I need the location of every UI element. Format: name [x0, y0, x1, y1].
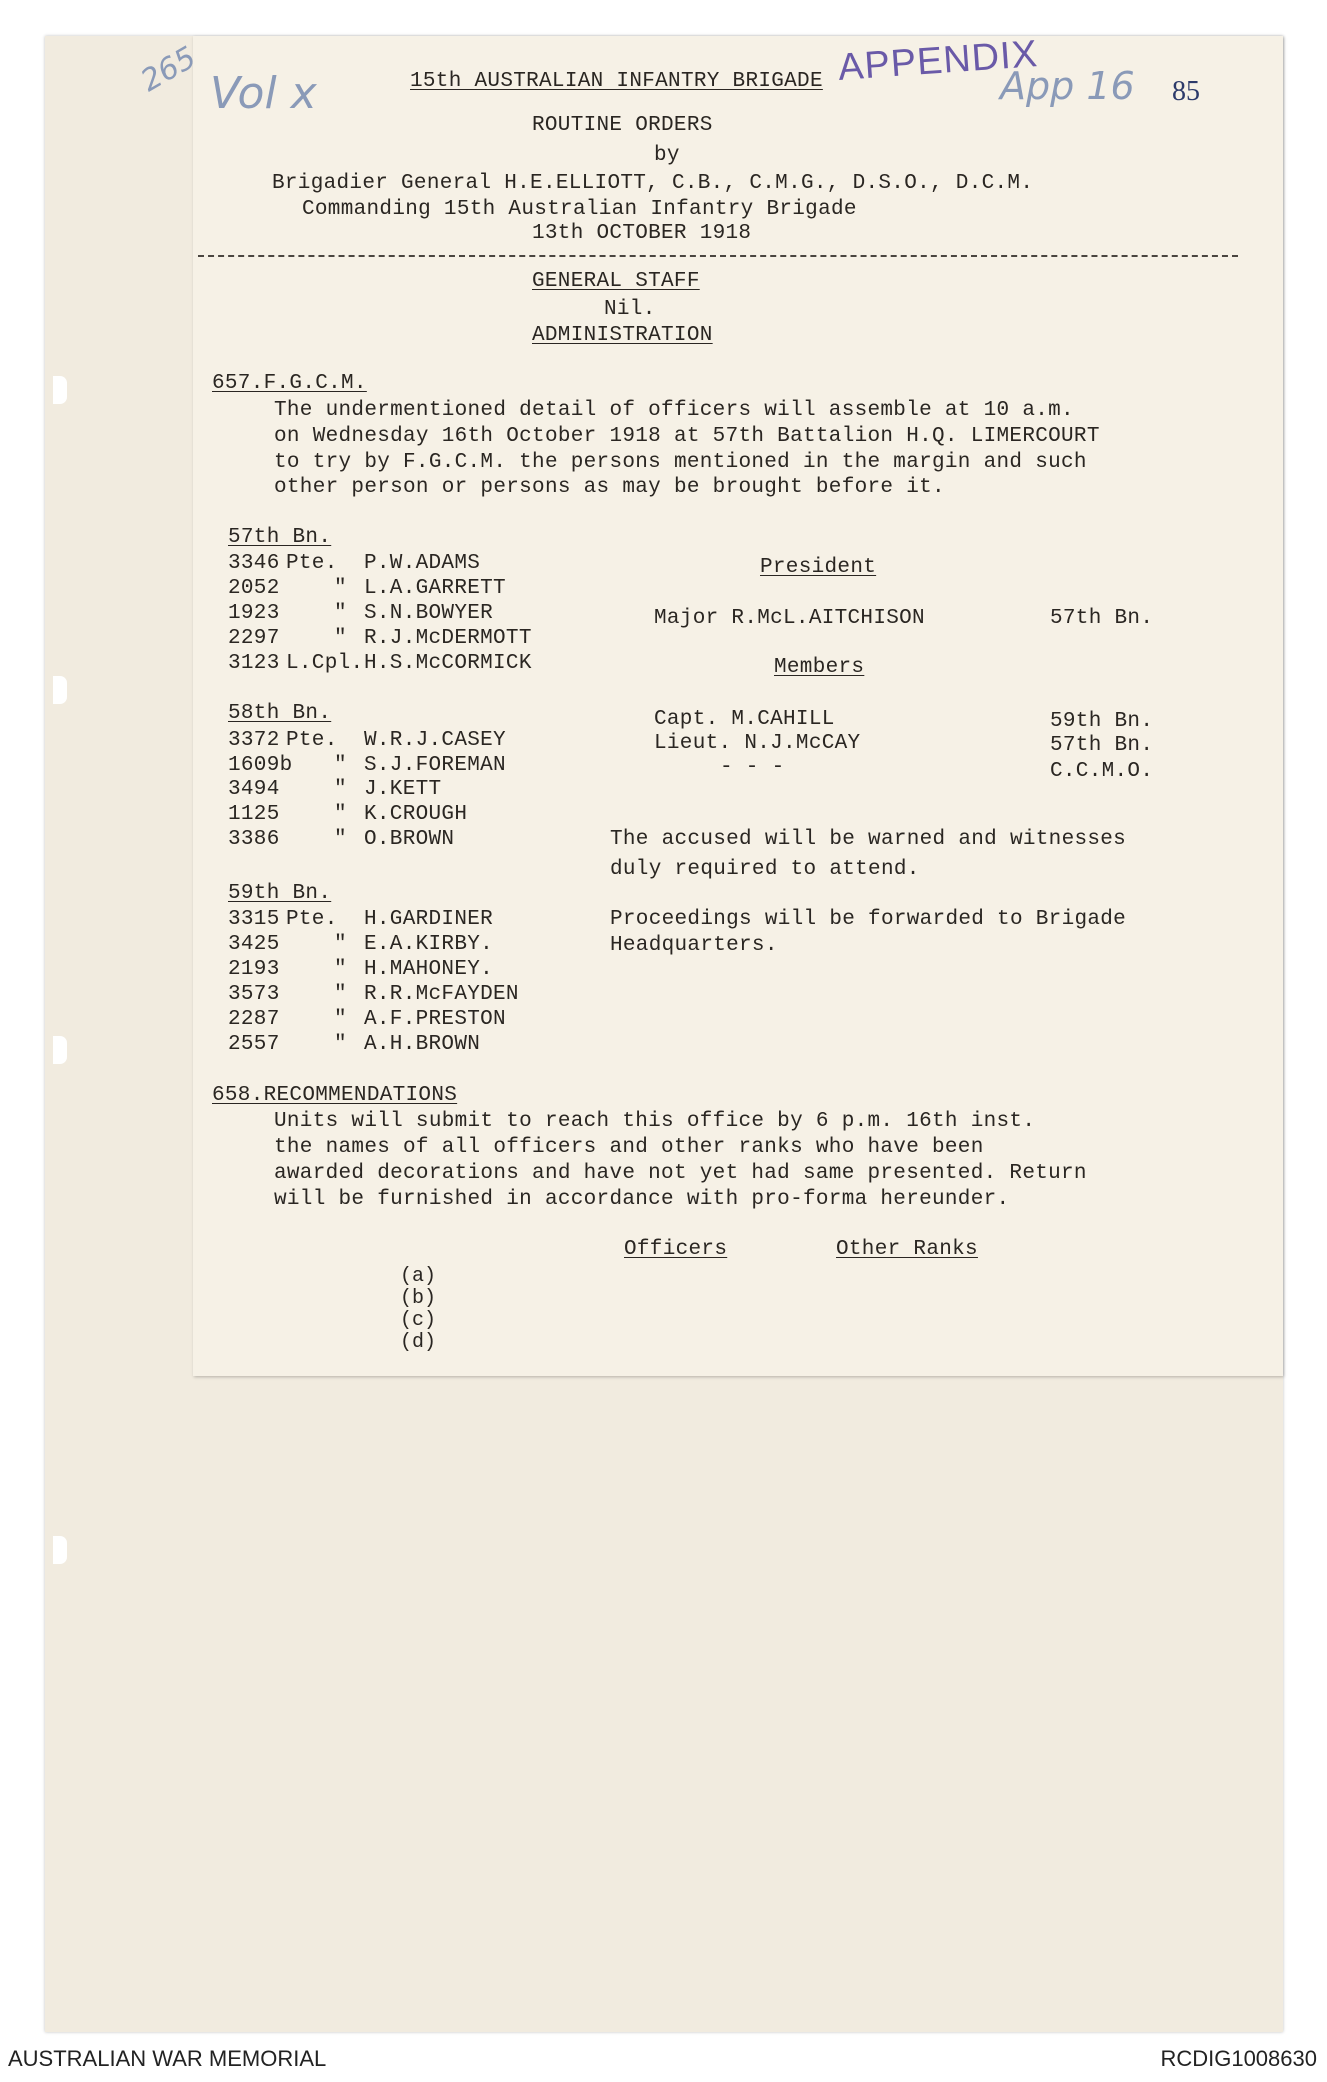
item-658-heading: 658.RECOMMENDATIONS	[212, 1084, 458, 1107]
soldier-name: R.J.McDERMOTT	[364, 627, 532, 650]
general-staff-heading: GENERAL STAFF	[532, 270, 700, 293]
soldier-name: S.J.FOREMAN	[364, 754, 506, 777]
soldier-name: P.W.ADAMS	[364, 552, 481, 575]
soldier-rank: "	[334, 602, 347, 625]
soldier-number: 3346	[228, 552, 280, 575]
president-name: Major R.McL.AITCHISON	[654, 607, 925, 630]
body-line: the names of all officers and other ranks who have been	[274, 1136, 984, 1159]
proforma-row: (b)	[400, 1287, 437, 1310]
punch-hole	[53, 676, 67, 704]
soldier-name: K.CROUGH	[364, 803, 468, 826]
battalion-heading: 59th Bn.	[228, 882, 332, 905]
soldier-rank: Pte.	[286, 729, 338, 752]
members-heading: Members	[774, 656, 865, 679]
soldier-number: 3386	[228, 828, 280, 851]
soldier-rank: Pte.	[286, 908, 338, 931]
member-unit: C.C.M.O.	[1050, 760, 1154, 783]
soldier-number: 3573	[228, 983, 280, 1006]
by-line: by	[654, 144, 680, 167]
note-line: Headquarters.	[610, 934, 778, 957]
soldier-number: 2557	[228, 1033, 280, 1056]
soldier-name: W.R.J.CASEY	[364, 729, 506, 752]
member-name: Lieut. N.J.McCAY	[654, 732, 861, 755]
member-name: Capt. M.CAHILL	[654, 708, 835, 731]
soldier-number: 3494	[228, 778, 280, 801]
order-date: 13th OCTOBER 1918	[532, 222, 752, 245]
commanding-line: Commanding 15th Australian Infantry Brigade	[302, 198, 857, 221]
proforma-row: (a)	[400, 1265, 437, 1288]
other-ranks-column-heading: Other Ranks	[836, 1238, 978, 1261]
administration-heading: ADMINISTRATION	[532, 324, 713, 347]
soldier-rank: "	[334, 778, 347, 801]
body-line: to try by F.G.C.M. the persons mentioned in the margin and such	[274, 451, 1087, 474]
member-unit: 59th Bn.	[1050, 710, 1154, 733]
unit-heading: 15th AUSTRALIAN INFANTRY BRIGADE	[410, 70, 823, 93]
soldier-number: 1125	[228, 803, 280, 826]
page-number: 85	[1172, 76, 1200, 107]
punch-hole	[53, 1036, 67, 1064]
commander-line: Brigadier General H.E.ELLIOTT, C.B., C.M.G., D.S.O., D.C.M.	[272, 172, 1034, 195]
body-line: other person or persons as may be brought before it.	[274, 476, 945, 499]
soldier-rank: Pte.	[286, 552, 338, 575]
soldier-name: J.KETT	[364, 778, 442, 801]
soldier-rank: "	[334, 803, 347, 826]
proforma-row: (c)	[400, 1309, 437, 1332]
note-line: duly required to attend.	[610, 858, 920, 881]
member-unit: 57th Bn.	[1050, 734, 1154, 757]
soldier-name: H.MAHONEY.	[364, 958, 494, 981]
soldier-rank: "	[334, 828, 347, 851]
soldier-rank: "	[334, 958, 347, 981]
soldier-rank: "	[334, 754, 347, 777]
soldier-rank: "	[334, 933, 347, 956]
soldier-number: 3425	[228, 933, 280, 956]
soldier-rank: L.Cpl.	[286, 652, 364, 675]
soldier-name: R.R.McFAYDEN	[364, 983, 519, 1006]
soldier-number: 2052	[228, 577, 280, 600]
president-heading: President	[760, 556, 877, 579]
officers-column-heading: Officers	[624, 1238, 728, 1261]
soldier-name: E.A.KIRBY.	[364, 933, 494, 956]
nil-text: Nil.	[604, 298, 656, 321]
soldier-name: H.GARDINER	[364, 908, 494, 931]
body-line: The undermentioned detail of officers will assemble at 10 a.m.	[274, 399, 1074, 422]
note-line: The accused will be warned and witnesses	[610, 828, 1127, 851]
dashed-divider	[198, 255, 1238, 257]
vol-annotation: Vol x	[210, 68, 317, 119]
body-line: awarded decorations and have not yet had same presented. Return	[274, 1162, 1087, 1185]
soldier-name: L.A.GARRETT	[364, 577, 506, 600]
orders-title: ROUTINE ORDERS	[532, 114, 713, 137]
soldier-rank: "	[334, 1033, 347, 1056]
soldier-rank: "	[334, 577, 347, 600]
soldier-number: 2193	[228, 958, 280, 981]
proforma-row: (d)	[400, 1331, 437, 1354]
soldier-number: 3315	[228, 908, 280, 931]
item-657-heading: 657.F.G.C.M.	[212, 372, 367, 395]
soldier-number: 1609b	[228, 754, 293, 777]
appendix-stamp: APPENDIX	[836, 33, 1040, 89]
president-unit: 57th Bn.	[1050, 607, 1154, 630]
punch-hole	[53, 1536, 67, 1564]
battalion-heading: 58th Bn.	[228, 702, 332, 725]
battalion-heading: 57th Bn.	[228, 526, 332, 549]
footer-id: RCDIG1008630	[1160, 2046, 1317, 2071]
footer-credit: AUSTRALIAN WAR MEMORIAL	[8, 2046, 327, 2071]
app-annotation: App 16	[1000, 64, 1135, 108]
note-line: Proceedings will be forwarded to Brigade	[610, 908, 1127, 931]
soldier-rank: "	[334, 983, 347, 1006]
soldier-number: 2287	[228, 1008, 280, 1031]
soldier-rank: "	[334, 627, 347, 650]
soldier-name: A.H.BROWN	[364, 1033, 481, 1056]
body-line: Units will submit to reach this office by 6 p.m. 16th inst.	[274, 1110, 1036, 1133]
punch-hole	[53, 376, 67, 404]
soldier-name: A.F.PRESTON	[364, 1008, 506, 1031]
member-name: - - -	[720, 756, 785, 779]
soldier-number: 3123	[228, 652, 280, 675]
soldier-name: O.BROWN	[364, 828, 455, 851]
soldier-number: 3372	[228, 729, 280, 752]
body-line: on Wednesday 16th October 1918 at 57th Battalion H.Q. LIMERCOURT	[274, 425, 1100, 448]
soldier-number: 2297	[228, 627, 280, 650]
soldier-number: 1923	[228, 602, 280, 625]
soldier-name: S.N.BOWYER	[364, 602, 494, 625]
folio-annotation: 265	[135, 40, 203, 99]
soldier-name: H.S.McCORMICK	[364, 652, 532, 675]
body-line: will be furnished in accordance with pro-forma hereunder.	[274, 1188, 1010, 1211]
soldier-rank: "	[334, 1008, 347, 1031]
